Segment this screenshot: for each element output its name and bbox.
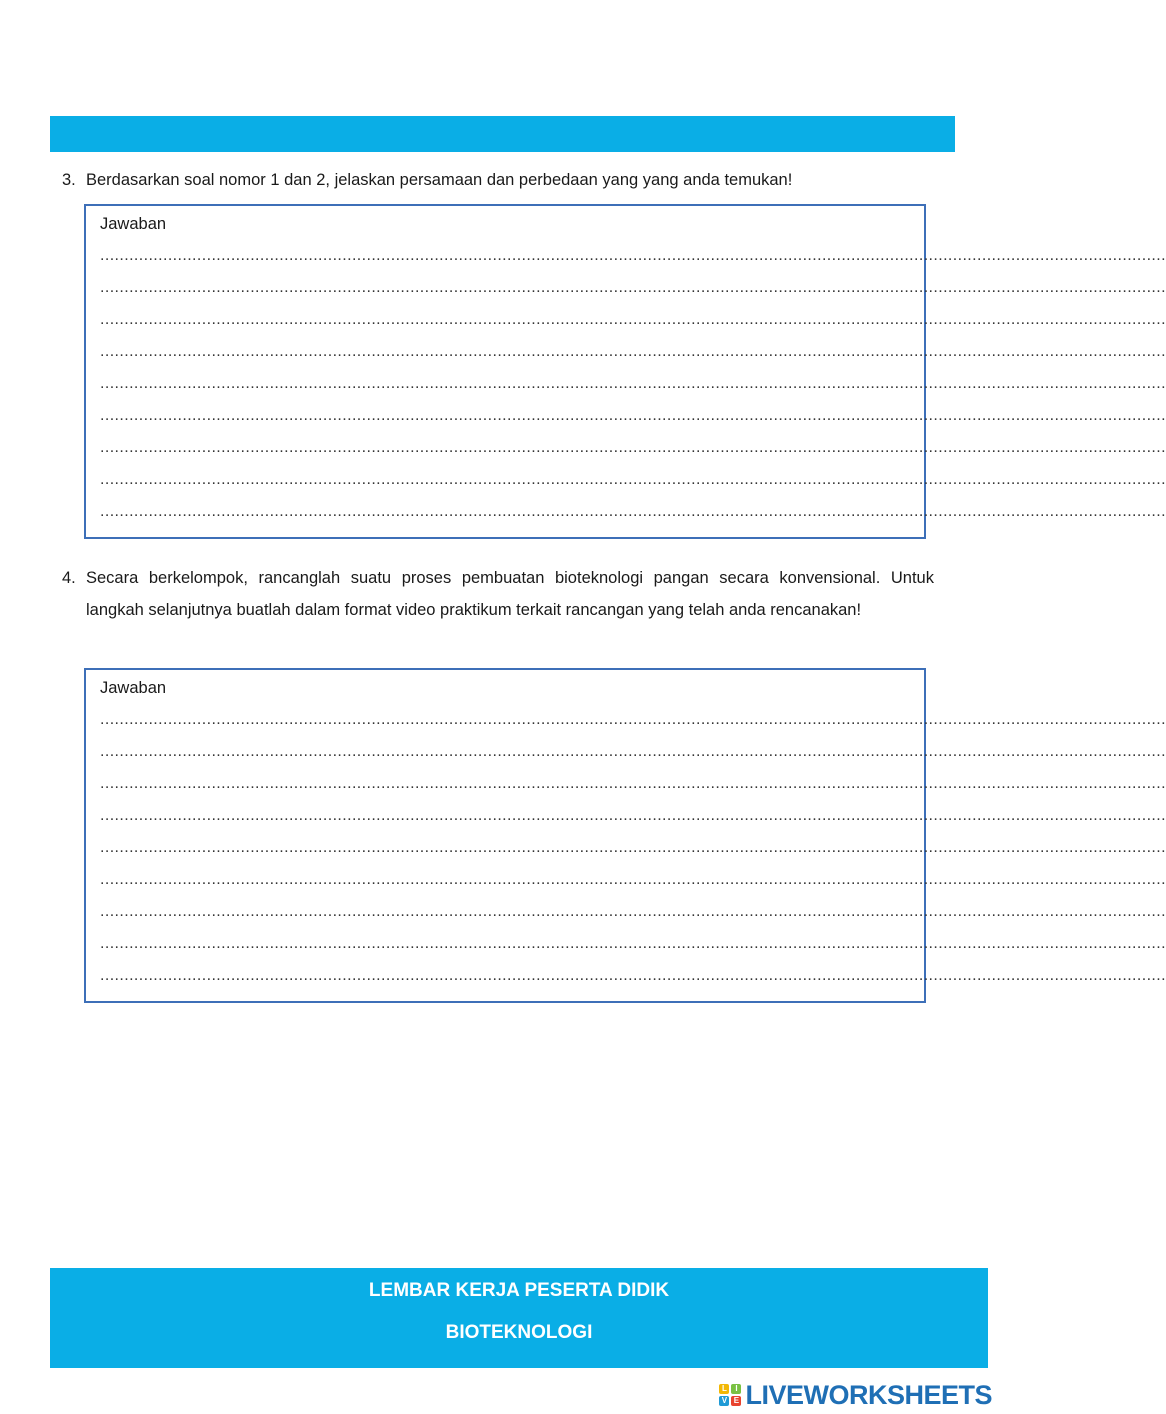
- answer-label: Jawaban: [100, 679, 167, 697]
- answer-line[interactable]: ............................................................................................................................................................................................................................: [100, 503, 1166, 520]
- answer-lines[interactable]: [100, 704, 1166, 992]
- logo-mark-letter: L: [719, 1384, 729, 1394]
- logo-mark-letter: E: [731, 1396, 741, 1406]
- answer-line[interactable]: ............................................................................................................................................................................................................................: [100, 247, 1166, 264]
- answer-lines[interactable]: [100, 240, 1166, 528]
- answer-line[interactable]: ............................................................................................................................................................................................................................: [100, 311, 1166, 328]
- answer-line[interactable]: ............................................................................................................................................................................................................................: [100, 839, 1166, 856]
- answer-line[interactable]: ............................................................................................................................................................................................................................: [100, 471, 1166, 488]
- footer-title: LEMBAR KERJA PESERTA DIDIK: [368, 1280, 670, 1301]
- logo-mark-letter: V: [719, 1396, 729, 1406]
- question-3: [62, 164, 934, 196]
- answer-line[interactable]: ............................................................................................................................................................................................................................: [100, 439, 1166, 456]
- answer-box-4[interactable]: [84, 668, 1166, 1003]
- answer-line[interactable]: ............................................................................................................................................................................................................................: [100, 343, 1166, 360]
- question-4: [62, 562, 934, 626]
- answer-line[interactable]: ............................................................................................................................................................................................................................: [100, 711, 1166, 728]
- answer-line[interactable]: ............................................................................................................................................................................................................................: [100, 407, 1166, 424]
- answer-line[interactable]: ............................................................................................................................................................................................................................: [100, 743, 1166, 760]
- header-band: [50, 116, 955, 152]
- answer-line[interactable]: ............................................................................................................................................................................................................................: [100, 279, 1166, 296]
- answer-box-3[interactable]: [84, 204, 1166, 539]
- question-number: 4.: [62, 569, 76, 587]
- answer-line[interactable]: ............................................................................................................................................................................................................................: [100, 775, 1166, 792]
- logo-mark-icon: [719, 1384, 741, 1406]
- answer-line[interactable]: ............................................................................................................................................................................................................................: [100, 903, 1166, 920]
- footer-subtitle: BIOTEKNOLOGI: [445, 1322, 593, 1343]
- answer-line[interactable]: ............................................................................................................................................................................................................................: [100, 375, 1166, 392]
- answer-line[interactable]: ............................................................................................................................................................................................................................: [100, 871, 1166, 888]
- footer-band: [50, 1268, 988, 1368]
- liveworksheets-logo: [719, 1378, 992, 1412]
- question-number: 3.: [62, 171, 76, 189]
- logo-mark-letter: I: [731, 1384, 741, 1394]
- answer-line[interactable]: ............................................................................................................................................................................................................................: [100, 935, 1166, 952]
- question-text: Berdasarkan soal nomor 1 dan 2, jelaskan persamaan dan perbedaan yang yang anda temukan!: [86, 171, 793, 189]
- answer-line[interactable]: ............................................................................................................................................................................................................................: [100, 807, 1166, 824]
- question-text: Secara berkelompok, rancanglah suatu proses pembuatan bioteknologi pangan secara konvensional. Untuk langkah selanjutnya buatlah dalam format video praktikum terkait rancangan yang telah anda rencanakan!: [86, 569, 934, 619]
- logo-text: LIVEWORKSHEETS: [745, 1379, 992, 1410]
- answer-label: Jawaban: [100, 215, 167, 233]
- answer-line[interactable]: ............................................................................................................................................................................................................................: [100, 967, 1166, 984]
